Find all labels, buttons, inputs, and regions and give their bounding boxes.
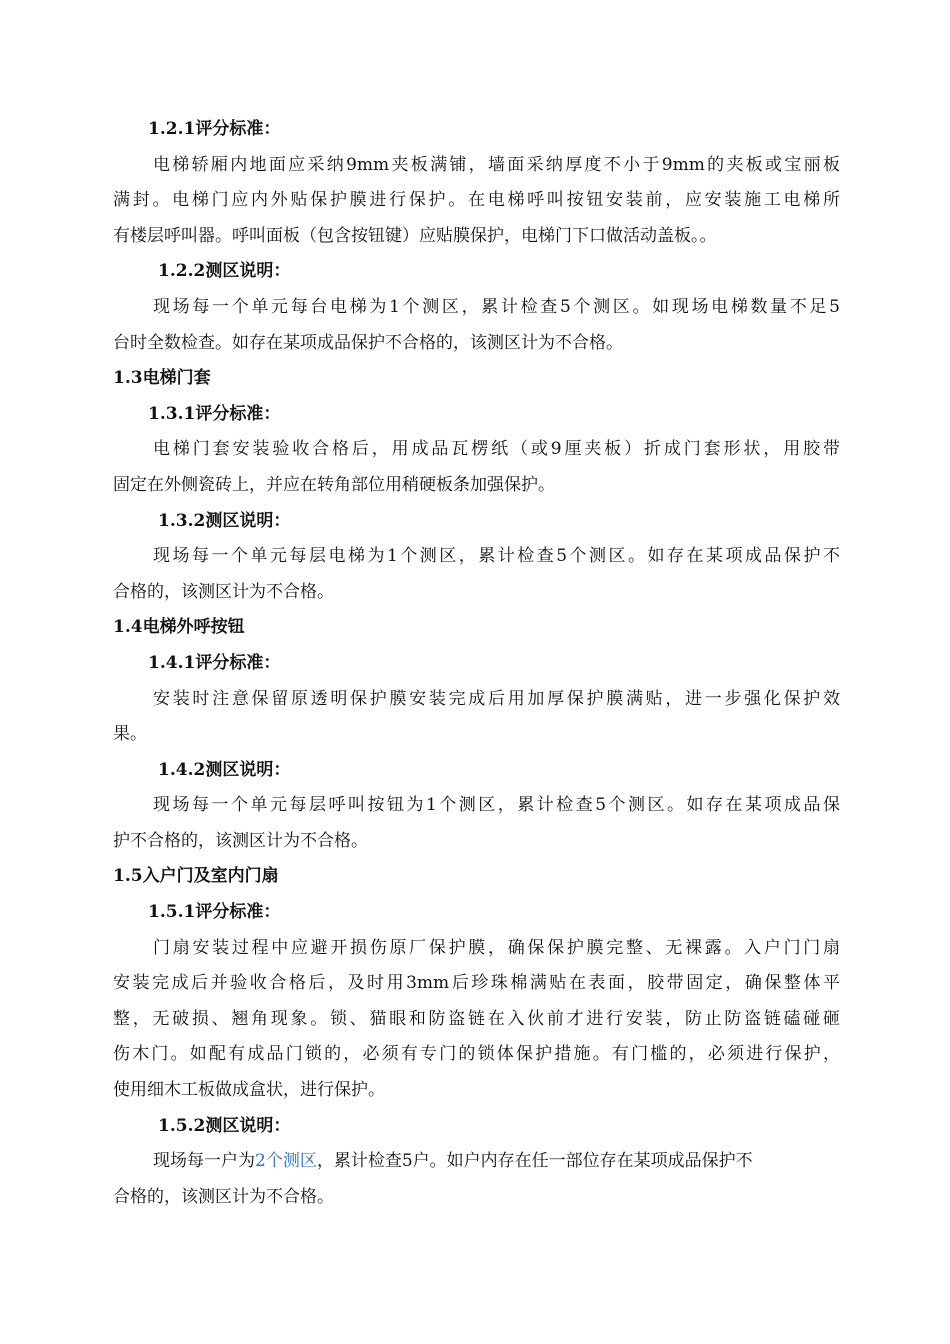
paragraph-line: 果。 [113, 724, 147, 745]
paragraph-text: ，累计检查5户。如户内存在任一部位存在某项成品保护不 [316, 1151, 753, 1172]
paragraph-line: 护不合格的，该测区计为不合格。 [113, 830, 368, 851]
paragraph-line [113, 1144, 840, 1180]
section-heading-1-2-1: 1.2.1评分标准： [148, 119, 281, 139]
paragraph-line: 安装完成后并验收合格后，及时用3mm后珍珠棉满贴在表面，胶带固定，确保整体平 [113, 973, 840, 994]
section-heading-1-2-2: 1.2.2测区说明： [158, 261, 291, 282]
paragraph-line: 电梯门套安装验收合格后，用成品瓦楞纸（或9厘夹板）折成门套形状，用胶带 [153, 439, 840, 460]
paragraph-line: 合格的，该测区计为不合格。 [113, 1186, 334, 1207]
paragraph-line: 使用细木工板做成盒状，进行保护。 [113, 1080, 385, 1101]
paragraph-line: 固定在外侧瓷砖上，并应在转角部位用稍硬板条加强保护。 [113, 474, 555, 495]
paragraph-line: 现场每一个单元每台电梯为1个测区，累计检查5个测区。如现场电梯数量不足5 [153, 296, 840, 317]
test-area-link[interactable]: 2个测区 [255, 1151, 317, 1172]
section-heading-1-3-1: 1.3.1评分标准： [148, 403, 281, 424]
paragraph-line: 电梯轿厢内地面应采纳9mm夹板满铺，墙面采纳厚度不小于9mm的夹板或宝丽板 [153, 154, 840, 175]
paragraph-line: 门扇安装过程中应避开损伤原厂保护膜，确保保护膜完整、无裸露。入户门门扇 [153, 937, 840, 958]
paragraph-line: 现场每一个单元每层呼叫按钮为1个测区，累计检查5个测区。如存在某项成品保 [153, 795, 840, 816]
section-heading-1-4-1: 1.4.1评分标准： [148, 652, 281, 673]
paragraph-line: 有楼层呼叫器。呼叫面板（包含按钮键）应贴膜保护，电梯门下口做活动盖板。。 [113, 225, 717, 246]
section-heading-1-5-2: 1.5.2测区说明： [158, 1115, 291, 1136]
paragraph-line: 合格的，该测区计为不合格。 [113, 581, 334, 602]
paragraph-line: 现场每一个单元每层电梯为1个测区，累计检查5个测区。如存在某项成品保护不 [153, 546, 840, 567]
paragraph-line: 伤木门。如配有成品门锁的，必须有专门的锁体保护措施。有门槛的，必须进行保护， [113, 1044, 840, 1065]
section-heading-1-3: 1.3电梯门套 [113, 368, 211, 389]
paragraph-line: 满封。电梯门应内外贴保护膜进行保护。在电梯呼叫按钮安装前，应安装施工电梯所 [113, 190, 840, 211]
section-heading-1-3-2: 1.3.2测区说明： [158, 510, 291, 531]
section-heading-1-4: 1.4电梯外呼按钮 [113, 617, 245, 638]
paragraph-line: 整，无破损、翘角现象。锁、猫眼和防盗链在入伙前才进行安装，防止防盗链磕碰砸 [113, 1008, 840, 1029]
section-heading-1-5-1: 1.5.1评分标准： [148, 902, 281, 923]
document-body [113, 112, 840, 1215]
section-heading-1-4-2: 1.4.2测区说明： [158, 759, 291, 780]
paragraph-line: 安装时注意保留原透明保护膜安装完成后用加厚保护膜满贴，进一步强化保护效 [153, 688, 840, 709]
paragraph-text: 现场每一户为 [153, 1151, 255, 1172]
section-heading-1-5: 1.5入户门及室内门扇 [113, 866, 279, 887]
paragraph-line: 台时全数检查。如存在某项成品保护不合格的，该测区计为不合格。 [113, 332, 623, 353]
